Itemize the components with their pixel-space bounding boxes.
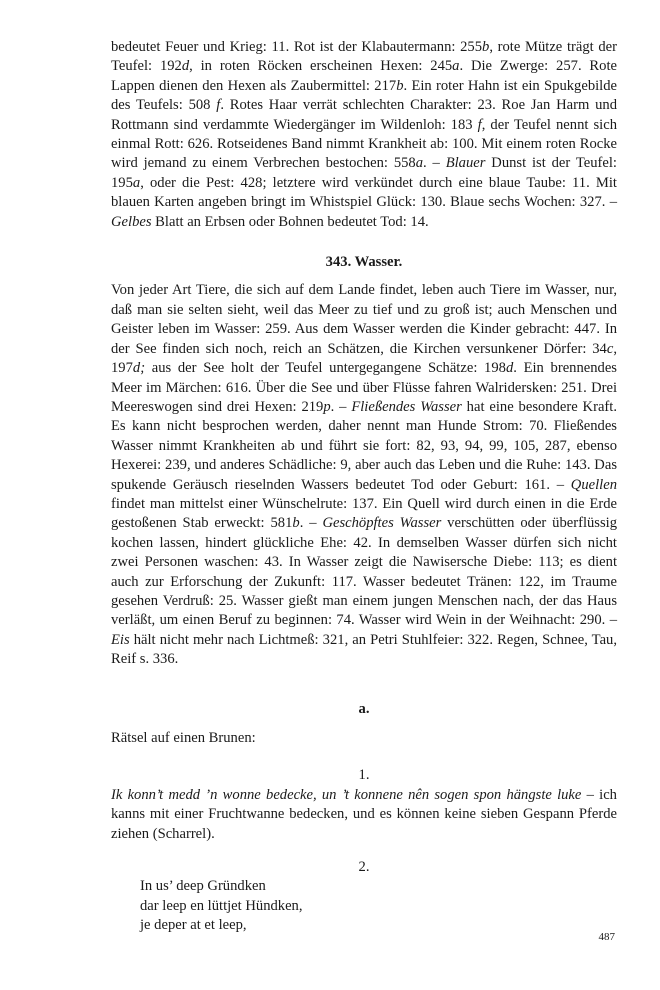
- italic-text: b: [292, 515, 300, 532]
- italic-text: c: [606, 340, 614, 357]
- italic-text: Blauer: [445, 155, 486, 172]
- document-page: [111, 38, 617, 936]
- italic-text: f: [216, 97, 221, 114]
- italic-text: a: [132, 174, 141, 191]
- riddle-poem-2: [140, 877, 617, 935]
- italic-text: Quellen: [570, 476, 617, 493]
- subsection-letter: a.: [358, 700, 370, 717]
- poem-line: In us’ deep Gründken: [140, 878, 266, 895]
- poem-line: dar leep en lüttjet Hündken,: [140, 897, 303, 914]
- italic-text: p: [323, 398, 331, 415]
- riddle-text-1: Ik konn’t medd ’n wonne bedecke, un ’t konnene nên sogen spon hängste luke – ich kanns mit einer Fruchtwanne bedecken, und es können keine sieben Gespann Pferde ziehen (Scharrel).: [111, 786, 617, 842]
- intro-paragraph: bedeutet Feuer und Krieg: 11. Rot ist der Klabautermann: 255b, rote Mütze trägt der Teufel: 192d, in roten Röcken erscheinen Hexen: 245a. Die Zwerge: 257. Rote Lappen dienen den Hexen als Zaubermittel: 217b. Ein roter Hahn ist ein Spukgebilde des Teufels: 508 f. Rotes Haar verrät schlechten Charakter: 23. Roe Jan Harm und Rottmann sind verdammte Wiedergänger im Wildenloh: 183 f, der Teufel nennt sich einmal Rott: 626. Rotseidenes Band nimmt Krankheit ab: 100. Mit einem roten Rocke wird jemand zu einem Verbrechen bestochen: 558a. – Blauer Dunst ist der Teufel: 195a, oder die Pest: 428; letztere wird verkündet durch eine blaue Taube: 11. Mit blauen Karten angeben bringt im Whistspiel Glück: 130. Blaue sechs Wochen: 327. – Gelbes Blatt an Erbsen oder Bohnen bedeutet Tod: 14.: [111, 39, 618, 230]
- section-heading: 343. Wasser.: [325, 254, 403, 271]
- italic-text: Geschöpftes Wasser: [322, 515, 442, 532]
- italic-text: b: [396, 77, 404, 94]
- italic-text: d: [181, 58, 190, 75]
- riddle-intro: Rätsel auf einen Brunen:: [111, 730, 256, 746]
- poem-line: je deper at et leep,: [140, 917, 247, 934]
- riddle-number-2: 2.: [358, 859, 370, 876]
- italic-text: f: [477, 116, 482, 133]
- main-paragraph: Von jeder Art Tiere, die sich auf dem Lande findet, leben auch Tiere im Wasser, nur, daß man sie selten sieht, weil das Meer zu tief und zu groß ist; auch Menschen und Geister leben im Wasser: 259. Aus dem Wasser werden die Kinder gebracht: 447. In der See finden sich noch, reich an Schätzen, die Kirchen versunkener Dörfer: 34c, 197d; aus der See holt der Teufel untergegangene Schätze: 198d. Ein brennendes Meer im Märchen: 616. Über die See und über Flüsse fahren Walridersken: 251. Drei Meereswogen sind drei Hexen: 219p. – Fließendes Wasser hat eine besondere Kraft. Es kann nicht besprochen werden, daher nennt man Hunde Strom: 70. Fließendes Wasser nimmt Krankheiten ab und führt sie fort: 82, 93, 94, 99, 105, 287, ebenso Hexerei: 239, und anderes Schädliche: 9, aber auch das Leben und die Ruhe: 143. Das spukende Geräusch rieselnden Wassers bedeutet Tod oder Geburt: 161. – Quellen findet man mittelst einer Wünschelrute: 137. Ein Quell wird durch einen in die Erde gestoßenen Stab erweckt: 581b. – Geschöpftes Wasser verschütten oder überflüssig kochen lassen, hindert glückliche Ehe: 42. In demselben Wasser dürfen sich nicht zwei Personen waschen: 43. In Wasser zeigt die Nawisersche Diebe: 113; es dient auch zur Erforschung der Zukunft: 117. Wasser bedeutet Tränen: 122, im Traume gesehen Verdruß: 25. Wasser gießt man einem jungen Menschen nach, der das Haus verläßt, um einen Beruf zu beginnen: 74. Wasser wird Wein in der Weihnacht: 290. – Eis hält nicht mehr nach Lichtmeß: 321, an Petri Stuhlfeier: 322. Regen, Schnee, Tau, Reif s. 336.: [111, 282, 618, 668]
- italic-text: Fließendes Wasser: [351, 398, 462, 415]
- italic-text: Ik konn’t medd ’n wonne bedecke, un ’t konnene nên sogen spon hängste luke: [111, 786, 582, 803]
- italic-text: d: [505, 360, 514, 377]
- italic-text: a: [415, 155, 424, 172]
- page-number: 487: [598, 931, 615, 943]
- italic-text: b: [482, 39, 490, 55]
- italic-text: d;: [132, 360, 146, 377]
- italic-text: Gelbes: [111, 213, 152, 230]
- riddle-number-1: 1.: [358, 767, 370, 784]
- italic-text: Eis: [111, 631, 130, 648]
- italic-text: a: [452, 58, 460, 75]
